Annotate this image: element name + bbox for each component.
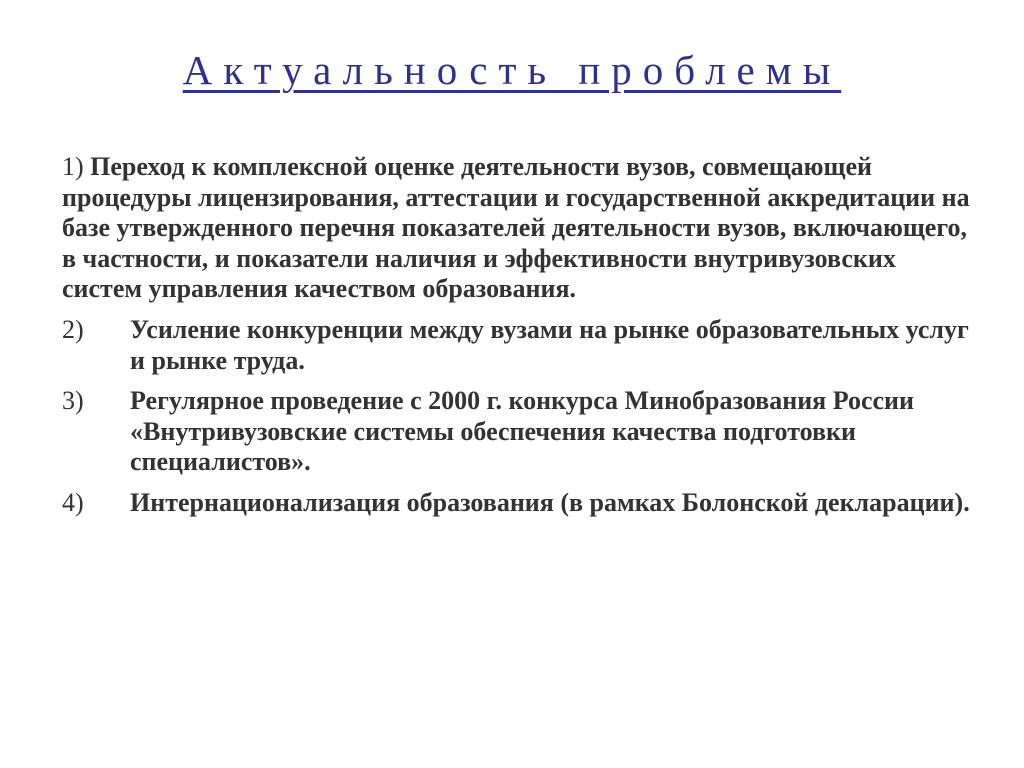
slide-content <box>62 152 982 529</box>
list-item-1-text: Переход к комплексной оценке деятельности вузов, совмещающей процедуры лицензирования, аттестации и государственной аккредитации на базе утвержденного перечня показателей деятельности вузов, включающего, в частности, и показатели наличия и эффективности внутривузовских систем управления качеством образования. <box>62 152 970 304</box>
list-item-2-marker: 2) <box>62 314 84 344</box>
list-item-4 <box>62 488 982 519</box>
list-item-2-text: Усиление конкуренции между вузами на рынке образовательных услуг и рынке труда. <box>130 314 969 375</box>
list-item-4-marker: 4) <box>62 487 84 517</box>
list-item-4-text: Интернационализация образования (в рамках Болонской декларации). <box>130 487 970 517</box>
list-item-3-text: Регулярное проведение с 2000 г. конкурса Минобразования России «Внутривузовские системы обеспечения качества подготовки специалистов». <box>130 386 915 477</box>
list-item-3-marker: 3) <box>62 386 84 416</box>
slide-title <box>0 44 1024 96</box>
list-item-3 <box>62 386 982 478</box>
list-item-1-marker: 1) <box>62 152 84 181</box>
slide-title-text: Актуальность проблемы <box>182 47 842 93</box>
list-item-2 <box>62 315 982 376</box>
list-item-1 <box>62 152 982 305</box>
